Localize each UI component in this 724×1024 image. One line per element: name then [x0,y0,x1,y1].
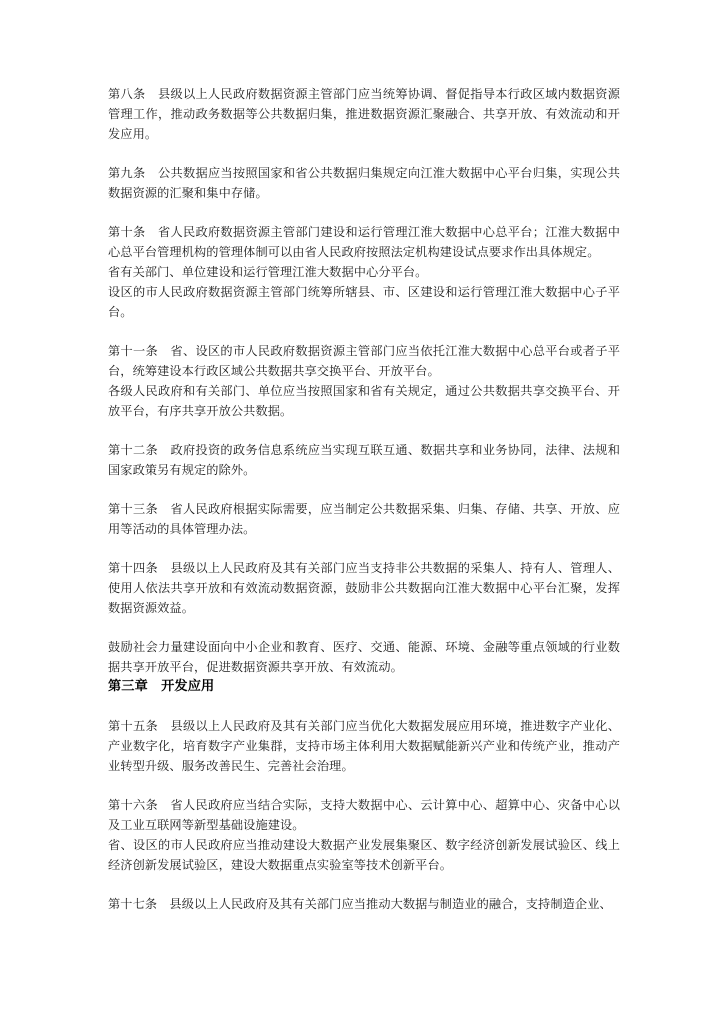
article-10-city-paragraph: 设区的市人民政府数据资源主管部门统筹所辖县、市、区建设和运行管理江淮大数据中心子平台。 [108,285,620,319]
article-14-paragraph: 第十四条 县级以上人民政府及其有关部门应当支持非公共数据的采集人、持有人、管理人、使用人依法共享开放和有效流动数据资源，鼓励非公共数据向江淮大数据中心平台汇聚，发挥数据资源效益。 [108,561,620,615]
article-16-zones-paragraph: 省、设区的市人民政府应当推动建设大数据产业发展集聚区、数字经济创新发展试验区、线上经济创新发展试验区，建设大数据重点实验室等技术创新平台。 [108,838,620,872]
article-10-provincial-paragraph: 省有关部门、单位建设和运行管理江淮大数据中心分平台。 [108,265,428,279]
article-15-paragraph: 第十五条 县级以上人民政府及其有关部门应当优化大数据发展应用环境，推进数字产业化、产业数字化，培育数字产业集群，支持市场主体利用大数据赋能新兴产业和传统产业，推动产业转型升级、服务改善民生、完善社会治理。 [108,719,620,773]
article-16-paragraph: 第十六条 省人民政府应当结合实际，支持大数据中心、云计算中心、超算中心、灾备中心以及工业互联网等新型基础设施建设。 [108,798,620,832]
social-forces-paragraph: 鼓励社会力量建设面向中小企业和教育、医疗、交通、能源、环境、金融等重点领域的行业数据共享开放平台，促进数据资源共享开放、有效流动。 [108,640,620,674]
document-page [108,84,620,914]
article-13-paragraph: 第十三条 省人民政府根据实际需要，应当制定公共数据采集、归集、存储、共享、开放、应用等活动的具体管理办法。 [108,502,620,536]
article-9-paragraph: 第九条 公共数据应当按照国家和省公共数据归集规定向江淮大数据中心平台归集，实现公共数据资源的汇聚和集中存储。 [108,166,620,200]
article-11-paragraph: 第十一条 省、设区的市人民政府数据资源主管部门应当依托江淮大数据中心总平台或者子平台，统筹建设本行政区域公共数据共享交换平台、开放平台。 [108,344,620,378]
article-10-paragraph: 第十条 省人民政府数据资源主管部门建设和运行管理江淮大数据中心总平台；江淮大数据中心总平台管理机构的管理体制可以由省人民政府按照法定机构建设试点要求作出具体规定。 [108,225,620,259]
article-11-sharing-paragraph: 各级人民政府和有关部门、单位应当按照国家和省有关规定，通过公共数据共享交换平台、开放平台，有序共享开放公共数据。 [108,384,620,418]
article-12-paragraph: 第十二条 政府投资的政务信息系统应当实现互联互通、数据共享和业务协同，法律、法规和国家政策另有规定的除外。 [108,443,620,477]
chapter-3-heading: 第三章 开发应用 [108,679,215,694]
article-8-paragraph: 第八条 县级以上人民政府数据资源主管部门应当统筹协调、督促指导本行政区域内数据资源管理工作，推动政务数据等公共数据归集，推进数据资源汇聚融合、共享开放、有效流动和开发应用。 [108,87,620,141]
article-17-paragraph: 第十七条 县级以上人民政府及其有关部门应当推动大数据与制造业的融合，支持制造企业、 [108,897,612,911]
